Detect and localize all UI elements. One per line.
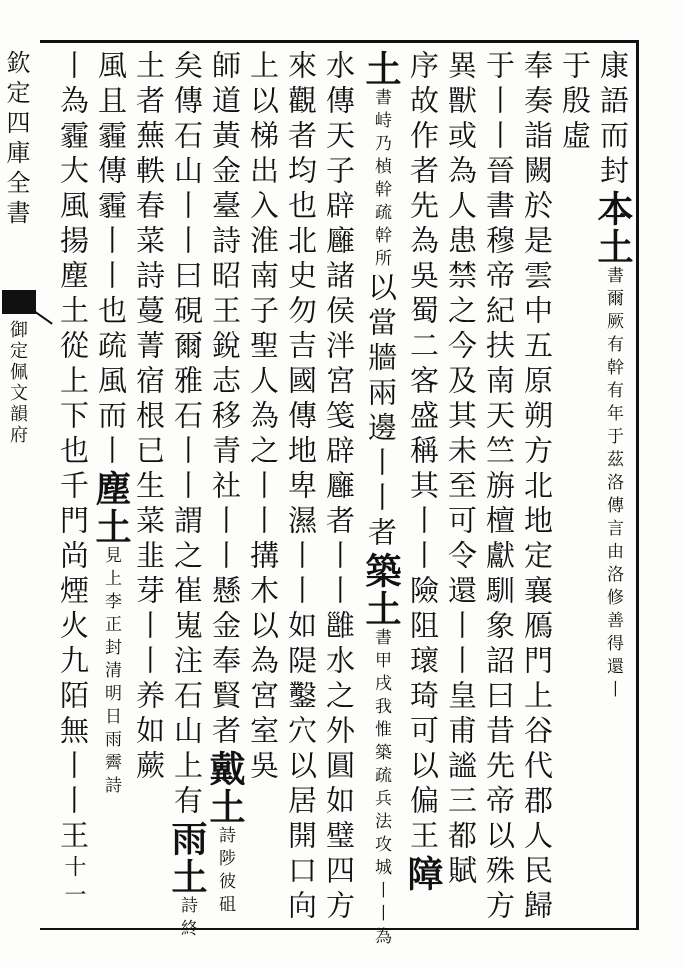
- frame-right-rule: [636, 40, 639, 930]
- text-column-3: [520, 50, 554, 925]
- text-column-15: [56, 50, 90, 920]
- column-text: 水傳天子辟廱諸侯泮宮笺辟廱者丨丨雝水之外圓如璧四方: [322, 50, 356, 925]
- commentary-text: 書爾厥有幹有年于茲洛傳言由洛修善得還丨: [603, 266, 623, 703]
- column-text: 康語而封: [596, 50, 630, 190]
- column-text: 以當牆兩邊丨丨者: [364, 272, 398, 552]
- entry-heading-tu: 土: [360, 50, 402, 88]
- commentary-text: 詩陟彼砠: [215, 826, 235, 918]
- text-column-14: [90, 50, 132, 920]
- text-column-11: [204, 50, 246, 920]
- frame-top-rule: [40, 40, 638, 43]
- text-column-10: [246, 50, 280, 920]
- commentary-text: 書甲戌我惟築疏兵法攻城丨丨為: [371, 628, 391, 950]
- column-text: 土者蕪軼春菜詩蔓菁宿根已生菜韭芽丨丨养如蕨: [132, 50, 166, 785]
- text-column-9: [284, 50, 318, 925]
- column-text: 丨為霾大風揚塵土從上下也: [56, 50, 90, 470]
- text-column-6: [402, 50, 444, 920]
- column-text: 矣傳石山丨丨曰硯爾雅石丨丨謂之崔嵬注石山上有: [170, 50, 204, 820]
- column-text: 于丨丨晉書穆帝紀扶南天竺旃檀獻馴象詔曰昔先帝以殊方: [482, 50, 516, 925]
- text-column-4: [482, 50, 516, 925]
- book-subtitle-margin: 御定佩文韻府: [7, 320, 28, 446]
- entry-heading-zhutu: 築土: [360, 552, 402, 628]
- text-column-12: [166, 50, 208, 942]
- column-text: 來觀者均也北史勿吉國傳地卑濕丨丨如隄鑿穴以居開口向: [284, 50, 318, 925]
- text-column-1: [592, 50, 634, 920]
- entry-heading-yutu: 雨土: [166, 820, 208, 896]
- column-text: 上以梯出入淮南子聖人為之丨丨搆木以為宮室吳: [246, 50, 280, 785]
- page-number: 十一: [61, 855, 86, 911]
- text-column-13: [132, 50, 166, 920]
- book-title-margin: 欽定四庫全書: [2, 50, 30, 230]
- column-text: 于殷虛: [558, 50, 592, 155]
- frame-bottom-rule: [40, 928, 638, 930]
- entry-heading-chentu: 塵土: [90, 470, 132, 546]
- commentary-text: 書峙乃楨幹疏幹所: [371, 88, 391, 272]
- entry-heading-zhang: 障: [402, 855, 444, 893]
- column-text: 序故作者先為吳蜀二客盛稱其丨丨險阻瓌琦可以偏王: [406, 50, 440, 855]
- commentary-text: 詩終: [177, 896, 197, 942]
- column-text: 師道黃金臺詩昭王銳志移青社丨丨懸金奉賢者: [208, 50, 242, 750]
- commentary-text: 見上李正封清明日雨霽詩: [101, 546, 121, 799]
- text-column-7: [360, 50, 402, 950]
- entry-heading-benstu: 本土: [592, 190, 634, 266]
- column-text: 奉奏詣闕於是雲中五原朔方北地定襄鴈門上谷代郡人民歸: [520, 50, 554, 925]
- column-text: 風且霾傳霾丨丨也疏風而丨: [94, 50, 128, 470]
- text-column-2: [558, 50, 592, 920]
- entry-heading-daitu: 戴土: [204, 750, 246, 826]
- column-text: 異獸或為人患禁之今及其未至可令還丨丨皇甫謐三都賦: [444, 50, 478, 890]
- text-column-8: [322, 50, 356, 925]
- text-column-5: [444, 50, 478, 920]
- column-text: 千門尚煙火九陌無丨丨王: [56, 470, 90, 855]
